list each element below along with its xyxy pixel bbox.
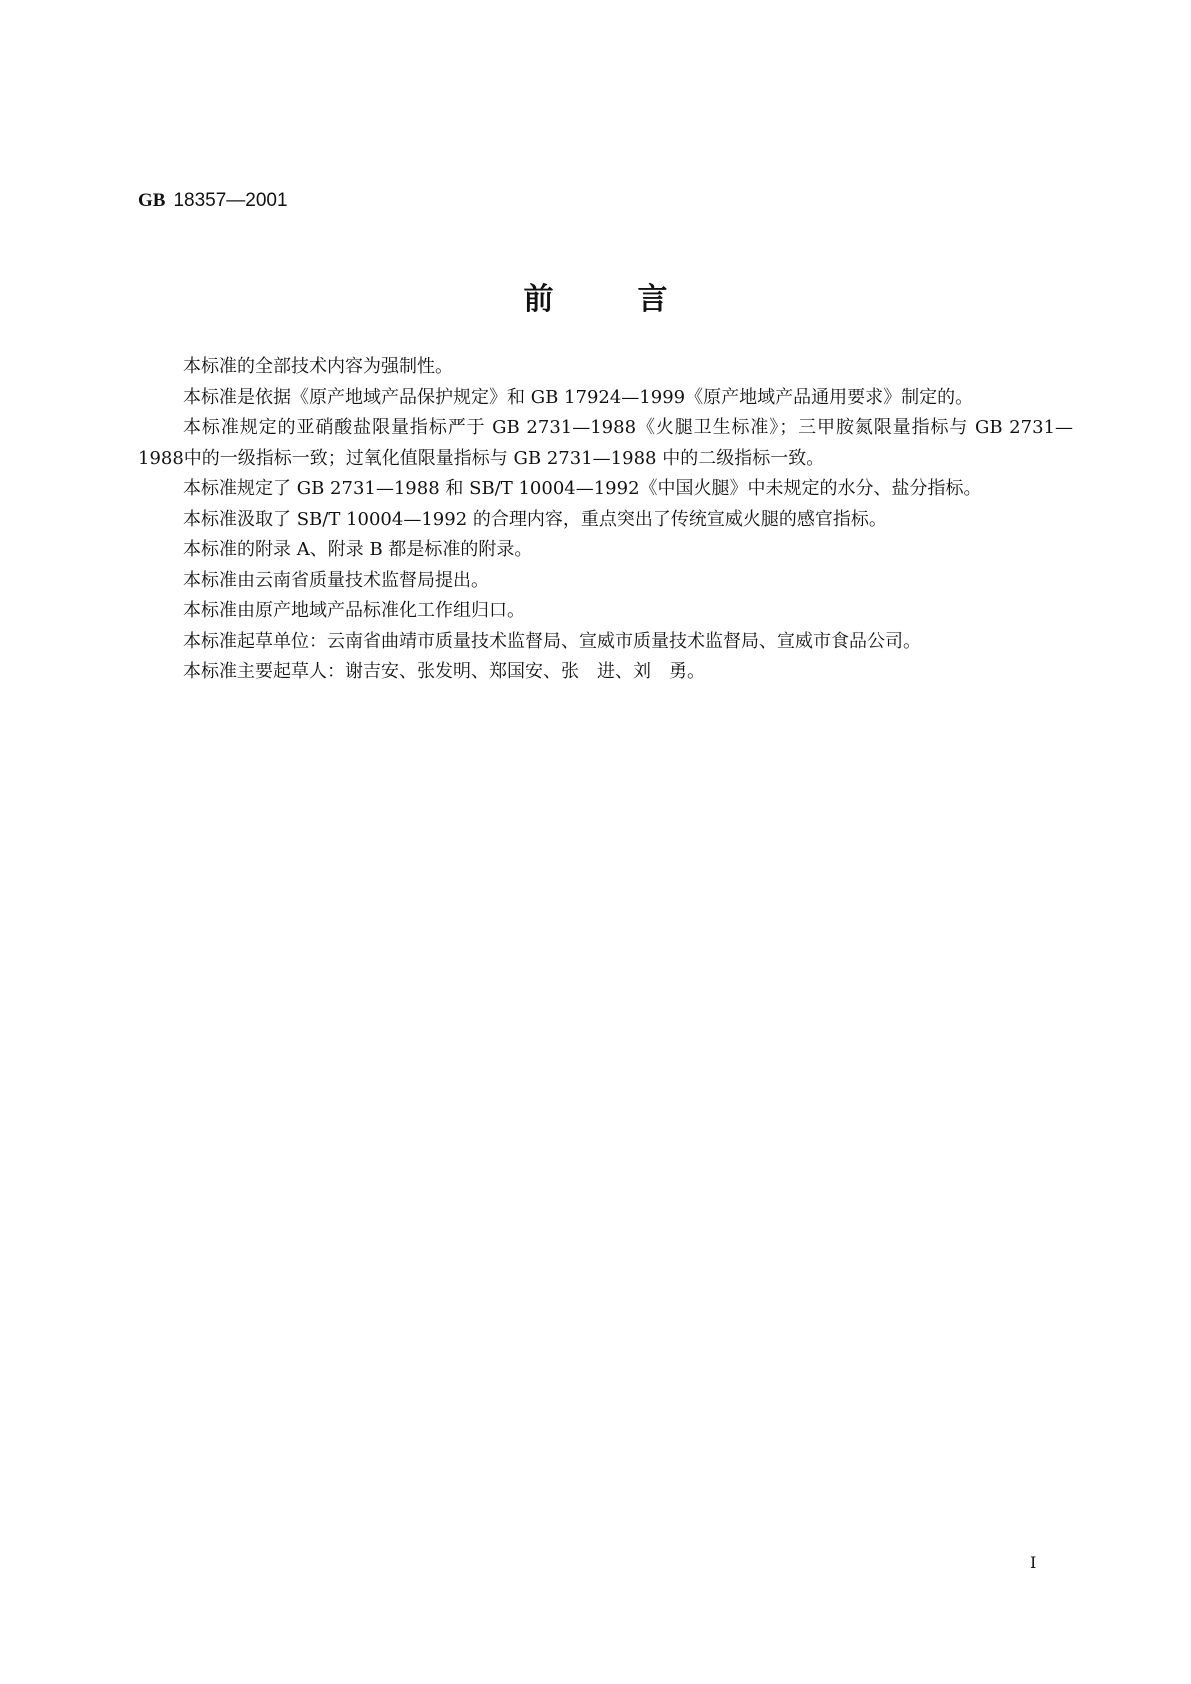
paragraph-5: 本标准汲取了 SB/T 10004—1992 的合理内容，重点突出了传统宣威火腿的感官指标。: [183, 508, 887, 530]
paragraph-10: 本标准主要起草人：谢吉安、张发明、郑国安、张 进、刘 勇。: [183, 661, 705, 682]
paragraph-3: 本标准规定的亚硝酸盐限量指标严于 GB 2731—1988《火腿卫生标准》；三甲胺氮限量指标与 GB 2731—1988中的一级指标一致；过氧化值限量指标与 GB 2731—1988 中的二级指标一致。: [138, 417, 1073, 469]
paragraph-7: 本标准由云南省质量技术监督局提出。: [183, 569, 489, 591]
paragraph-1: 本标准的全部技术内容为强制性。: [183, 356, 453, 377]
document-code-prefix: GB: [138, 190, 166, 211]
page-number: I: [1030, 1553, 1037, 1572]
document-code: [138, 188, 288, 213]
paragraph-8: 本标准由原产地域产品标准化工作组归口。: [183, 600, 525, 621]
paragraph-4: 本标准规定了 GB 2731—1988 和 SB/T 10004—1992《中国火腿》中未规定的水分、盐分指标。: [183, 478, 982, 499]
paragraph-6: 本标准的附录 A、附录 B 都是标准的附录。: [183, 539, 533, 560]
document-code-number: 18357—2001: [173, 190, 288, 211]
paragraph-2: 本标准是依据《原产地域产品保护规定》和 GB 17924—1999《原产地域产品通用要求》制定的。: [183, 386, 974, 408]
section-title: 前言: [523, 282, 752, 317]
foreword-body: [138, 352, 1073, 688]
paragraph-9: 本标准起草单位：云南省曲靖市质量技术监督局、宣威市质量技术监督局、宣威市食品公司。: [183, 630, 921, 652]
